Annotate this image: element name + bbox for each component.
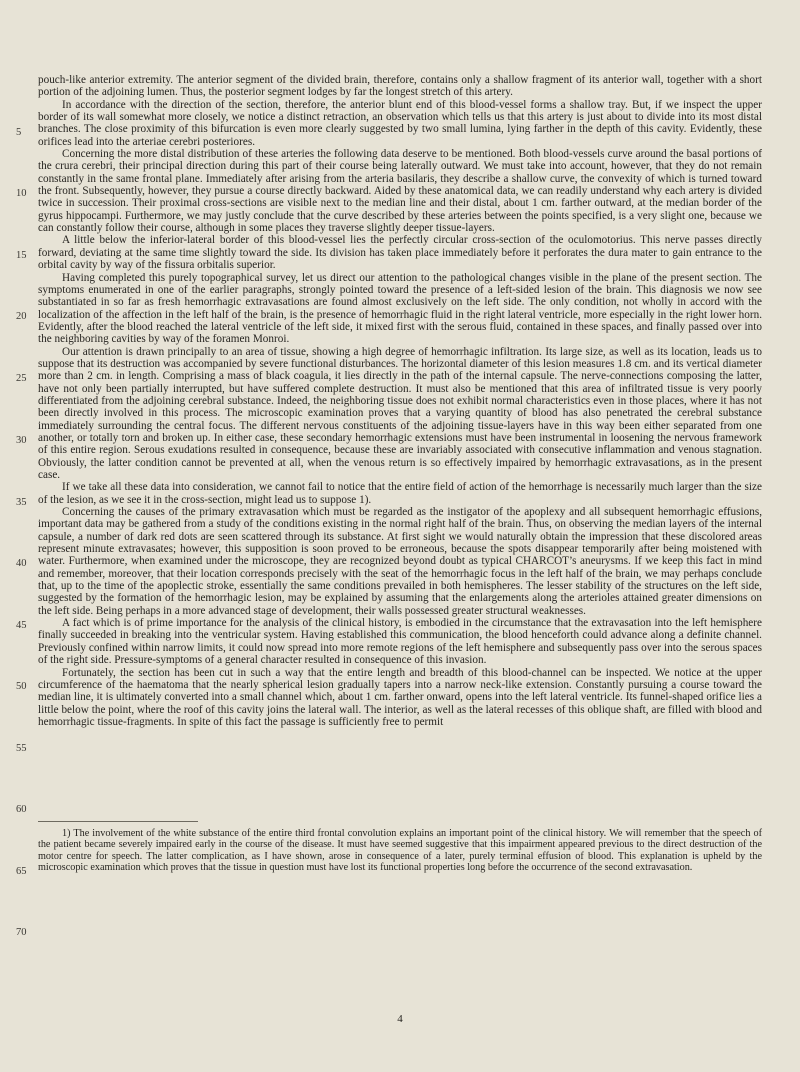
paragraph: Concerning the more distal distribution of these arteries the following data deserve to be mentioned. Both blood-vessels curve around the basal portions of the crura cerebri, their principal direction during this part of their course being laterally outward. We must take into account, however, that they do not remain constantly in the same frontal plane. Immediately after arising from the arteria basilaris, they describe a shallow curve, the convexity of which is turned toward the front. Subsequently, however, they pursue a course directly backward. Aided by these anatomical data, we can readily understand why each artery is divided twice in succession. Their proximal cross-sections are visible next to the median line and their distal, about 1 cm. farther outward, at the median border of the gyrus hippocampi. Furthermore, we may justly conclude that the curve described by these arteries between the points specified, is a very slight one, because we can constantly follow their course, although in some places they traverse slightly deeper tissue-layers. [38, 148, 762, 235]
line-number: 45 [16, 620, 27, 631]
paragraph: A little below the inferior-lateral border of this blood-vessel lies the perfectly circular cross-section of the oculomotorius. This nerve passes directly forward, deviating at the same time slightly toward the side. Its division has taken place immediately before it perforates the dura mater to gain entrance to the orbital cavity by way of the fissura orbitalis superior. [38, 234, 762, 272]
line-number: 50 [16, 681, 27, 692]
paragraph: Fortunately, the section has been cut in such a way that the entire length and breadth of this blood-channel can be inspected. We notice at the upper circumference of the haematoma that the nearly spherical lesion gradually tapers into a narrow neck-like extension. Constantly pursuing a course toward the median line, it is ultimately converted into a small channel which, about 1 cm. farther onward, opens into the left lateral ventricle. Its funnel-shaped orifice lies a little below the point, where the roof of this cavity joins the lateral wall. The interior, as well as the lateral recesses of this oblique shaft, are filled with blood and hemorrhagic tissue-fragments. In spite of this fact the passage is sufficiently free to permit [38, 666, 762, 728]
paragraph: Having completed this purely topographical survey, let us direct our attention to the pathological changes visible in the plane of the present section. The symptoms enumerated in one of the earlier paragraphs, strongly pointed toward the presence of a left-sided lesion of the brain. This diagnosis we now see substantiated in so far as fresh hemorrhagic extravasations are found almost exclusively on the left side. The only condition, not wholly in accord with the localization of the affection in the left half of the brain, is the presence of hemorrhagic fluid in the right lateral ventricle, more especially in the right lower horn. Evidently, after the blood reached the lateral ventricle of the left side, it mixed first with the serous fluid, contained in these spaces, and finally passed over into the neighboring cavities by way of the foramen Monroi. [38, 271, 762, 346]
line-number: 5 [16, 127, 22, 138]
paragraph: pouch-like anterior extremity. The anterior segment of the divided brain, therefore, contains only a shallow fragment of its anterior wall, together with a short portion of the adjoining lumen. Thus, the posterior segment lodges by far the longest stretch of this artery. [38, 74, 762, 99]
line-number: 25 [16, 373, 27, 384]
line-number: 40 [16, 558, 27, 569]
footnote-divider [38, 821, 198, 822]
line-number: 60 [16, 804, 27, 815]
paragraph: Concerning the causes of the primary extravasation which must be regarded as the instigator of the apoplexy and all subsequent hemorrhagic effusions, important data may be gathered from a study of the conditions existing in the normal right half of the brain. Thus, on observing the median layers of the internal capsule, a number of dark red dots are seen scattered through its substance. At first sight we would naturally obtain the impression that these discolored areas represent minute extravasates; however, this supposition is soon proved to be erroneous, because the spots disappear temporarily after being moistened with water. Furthermore, when examined under the microscope, they are recognized beyond doubt as typical CHARCOT’s aneurysms. If we keep this fact in mind and remember, moreover, that their location corresponds precisely with the seat of the hemorrhagic focus in the left half of the brain, we may perhaps conclude that, up to the time of the apoplectic stroke, essentially the same conditions prevailed in both hemispheres. The lesser stability of the structures on the left side, suggested by the formation of the hemorrhagic lesion, may be explained by assuming that the enlargements along the arterioles attained greater dimensions on the left side. Being perhaps in a more advanced stage of development, their walls possessed greater structural weaknesses. [38, 506, 762, 617]
line-number: 20 [16, 311, 27, 322]
paragraph: Our attention is drawn principally to an area of tissue, showing a high degree of hemorrhagic infiltration. Its large size, as well as its location, leads us to suppose that its destruction was accompanied by severe functional disturbances. The horizontal diameter of this lesion measures 1.8 cm. and its vertical diameter more than 2 cm. in length. Comprising a mass of black coagula, it lies directly in the path of the internal capsule. The nerve-connections composing the latter, have not only been partially interrupted, but have suffered complete destruction. It must also be mentioned that this area of infiltrated tissue is very poorly differentiated from the adjoining cerebral substance. Indeed, the neighboring tissue does not exhibit normal characteristics even in those places, where it has not been directly involved in this process. The microscopic examination proves that a varying quantity of blood has also penetrated the cerebral substance immediately surrounding the central focus. The different nervous constituents of the adjoining tissue-layers have in this way been either separated from one another, or totally torn and broken up. In either case, these secondary hemorrhagic extensions must have been instrumental in loosening the nervous framework of this entire region. Serous exudations resulted in consequence, because these are invariably associated with consecutive inflammation and venous stagnation. Obviously, the latter condition cannot be prevented at all, when the venous return is so effectively impaired by hemorrhagic extravasations, as in the present case. [38, 345, 762, 481]
line-number: 35 [16, 497, 27, 508]
line-number: 10 [16, 188, 27, 199]
line-number: 15 [16, 250, 27, 261]
paragraph: In accordance with the direction of the section, therefore, the anterior blunt end of this blood-vessel forms a shallow tray. But, if we inspect the upper border of its wall somewhat more closely, we notice a distinct retraction, an observation which tells us that this artery is just about to divide into its most distal branches. The close proximity of this bifurcation is even more clearly suggested by two small lumina, lying farther in the depth of this cavity. Evidently, these orifices lead into the arteriae cerebri posteriores. [38, 98, 762, 148]
line-number: 55 [16, 743, 27, 754]
footnote: 1) The involvement of the white substance of the entire third frontal convolution explains an important point of the clinical history. We will remember that the speech of the patient became severely impaired early in the course of the disease. It must have seemed suggestive that this impairment appeared previous to the direct destruction of the motor centre for speech. The latter complication, as I have shown, arose in consequence of a later, purely terminal effusion of blood. This explanation is upheld by the microscopic examination which proves that the tissue in question must have lost its functional properties long before the occurrence of the second extravasation. [38, 828, 762, 874]
body-text [38, 74, 762, 728]
paragraph: A fact which is of prime importance for the analysis of the clinical history, is embodied in the circumstance that the extravasation into the left hemisphere finally succeeded in breaking into the ventricular system. Having established this communication, the blood henceforth could advance along a definite channel. Previously confined within narrow limits, it could now spread into more remote regions of the left hemisphere and subsequently pass over into the serous spaces of the right side. Pressure-symptoms of a general character resulted in consequence of this invasion. [38, 617, 762, 667]
line-number: 65 [16, 866, 27, 877]
line-number: 70 [16, 927, 27, 938]
paragraph: If we take all these data into consideration, we cannot fail to notice that the entire field of action of the hemorrhage is necessarily much larger than the size of the lesion, as we see it in the cross-section, might lead us to suppose 1). [38, 481, 762, 506]
page-number: 4 [397, 1013, 403, 1025]
line-number: 30 [16, 435, 27, 446]
